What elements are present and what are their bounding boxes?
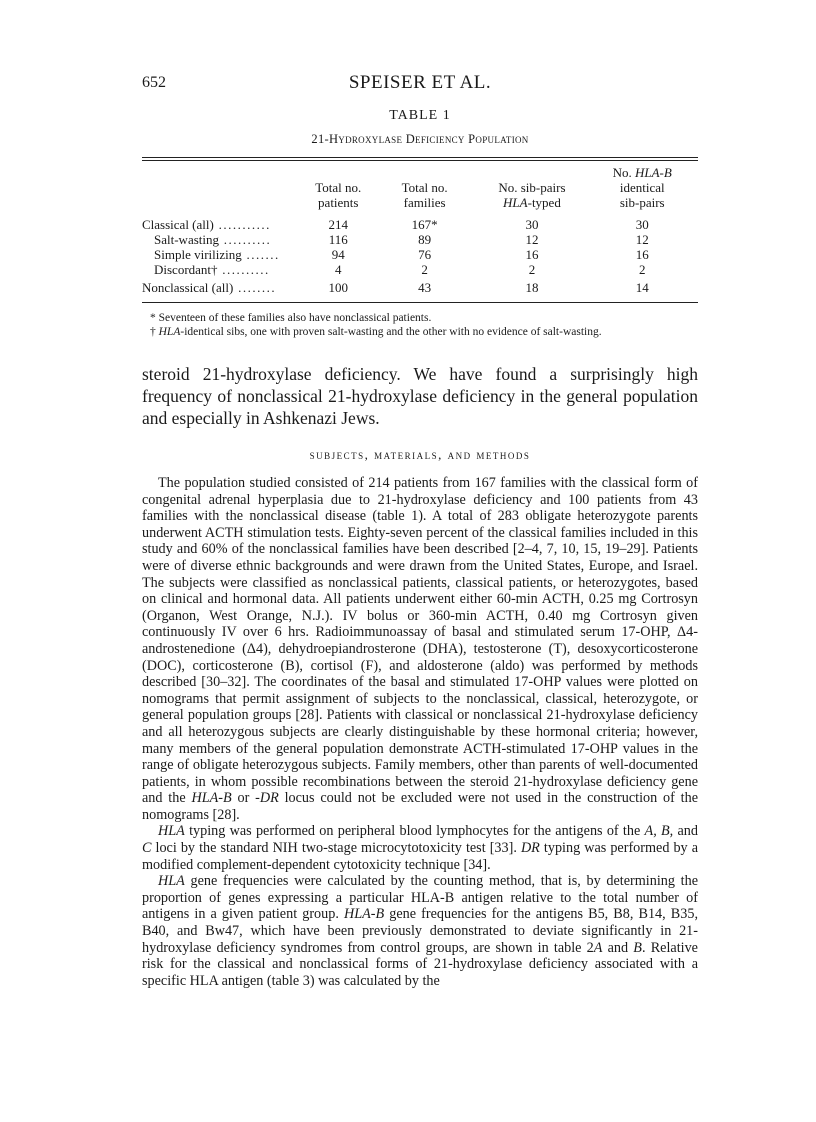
- table-row: [142, 247, 698, 262]
- paragraph-3: HLA gene frequencies were calculated by the counting method, that is, by determining the proportion of genes expressing a particular HLA-B antigen relative to the total number of antigens in a given patient group. HLA-B gene frequencies for the antigens B5, B8, B14, B35, B40, and Bw47, which have been previously demonstrated to deviate significantly in 21-hydroxylase deficiency syndromes from control groups, are shown in table 2A and B. Relative risk for the classical and nonclassical forms of 21-hydroxylase deficiency associated with a specific HLA antigen (table 3) was calculated by the: [142, 873, 698, 989]
- col-header-identical-sib-pairs: No. HLA-B identical sib-pairs: [612, 165, 672, 210]
- table-cell: 12: [525, 232, 539, 247]
- table-body: [142, 214, 698, 298]
- table-cell: 76: [418, 247, 432, 262]
- intro-paragraph: steroid 21-hydroxylase deficiency. We have found a surprisingly high frequency of nonclassical 21-hydroxylase deficiency in the general population and especially in Ashkenazi Jews.: [142, 364, 698, 428]
- table-cell: 18: [525, 280, 539, 295]
- table-row: [142, 232, 698, 247]
- table-cell: 89: [418, 232, 432, 247]
- section-heading: subjects, materials, and methods: [309, 447, 531, 462]
- page-number: 652: [142, 74, 166, 91]
- table-spacer-row: [142, 295, 698, 298]
- header-empty: [142, 161, 305, 214]
- table-label: TABLE 1: [389, 108, 451, 123]
- table-cell: 43: [418, 280, 432, 295]
- row-label: Discordant† ..........: [154, 262, 270, 277]
- page: [142, 70, 698, 989]
- row-label: Salt-wasting ..........: [154, 232, 272, 247]
- table-cell: 214: [328, 217, 349, 232]
- page-header: [142, 70, 698, 96]
- running-head: SPEISER ET AL.: [348, 72, 492, 93]
- table-cell: 94: [331, 247, 345, 262]
- table-header-row: [142, 161, 698, 214]
- footnote-star: * Seventeen of these families also have nonclassical patients.: [150, 312, 432, 324]
- table-row: [142, 280, 698, 295]
- table-cell: 2: [638, 262, 646, 277]
- table-cell: 16: [525, 247, 539, 262]
- table-cell: 116: [328, 232, 348, 247]
- table-bottom-rule: [142, 302, 698, 303]
- table-row: [142, 262, 698, 277]
- table-cell: 2: [528, 262, 536, 277]
- paragraph-1: The population studied consisted of 214 patients from 167 families with the classical form of congenital adrenal hyperplasia due to 21-hydroxylase deficiency and 100 patients from 43 families with the nonclassical disease (table 1). A total of 283 obligate heterozygote parents underwent ACTH stimulation tests. Eighty-seven percent of the classical families included in this study and 60% of the nonclassical families have been described [2–4, 7, 10, 15, 19–29]. Patients were of diverse ethnic backgrounds and were drawn from the United States, Europe, and Israel. The subjects were classified as nonclassical patients, classical patients, or heterozygotes, based on clinical and hormonal data. All patients underwent either 60-min ACTH, 0.25 mg Cortrosyn (Organon, West Orange, N.J.). IV bolus or 360-min ACTH, 0.40 mg Cortrosyn given continuously IV over 6 hrs. Radioimmunoassay of basal and stimulated serum 17-OHP, Δ4-androstenedione (Δ4), dehydroepiandrosterone (DHA), testosterone (T), desoxycorticosterone (DOC), corticosterone (B), cortisol (F), and aldosterone (aldo) was performed by methods described [30–32]. The coordinates of the basal and stimulated 17-OHP values were plotted on nomograms that permit assignment of subjects to the nonclassical, classical, heterozygote, or general population groups [28]. Patients with classical or nonclassical 21-hydroxylase deficiency and all heterozygous subjects are clearly distinguishable by these hormonal criteria; however, many members of the general population demonstrate ACTH-stimulated 17-OHP values in the range of obligate heterozygous subjects. Family members, other than parents of well-documented patients, in whom possible recombinations between the steroid 21-hydroxylase deficiency gene and the HLA-B or -DR locus could not be excluded were not used in the construction of the nomograms [28].: [142, 475, 698, 823]
- footnote-dagger: † HLA-identical sibs, one with proven salt-wasting and the other with no evidence of salt-wasting.: [150, 326, 602, 338]
- table-row: [142, 217, 698, 232]
- table-cell: 30: [525, 217, 539, 232]
- table-footnotes: [142, 311, 698, 339]
- table-cell: 4: [335, 262, 342, 277]
- table-cell: 2: [421, 262, 428, 277]
- table-cell: 30: [635, 217, 649, 232]
- paragraph-2: HLA typing was performed on peripheral blood lymphocytes for the antigens of the A, B, and C loci by the standard NIH two-stage microcytotoxicity test [33]. DR typing was performed by a modified complement-dependent cytotoxicity technique [34].: [142, 823, 698, 873]
- col-header-families: Total no. families: [401, 180, 448, 210]
- table-cell: 16: [635, 247, 649, 262]
- row-label: Classical (all) ...........: [142, 217, 271, 232]
- col-header-patients: Total no. patients: [315, 180, 362, 210]
- methods-body: [142, 475, 698, 989]
- row-label: Nonclassical (all) ........: [142, 280, 277, 295]
- row-label: Simple virilizing .......: [154, 247, 280, 262]
- table-title: 21-Hydroxylase Deficiency Population: [311, 132, 529, 146]
- table-cell: 12: [635, 232, 649, 247]
- table-cell: 167*: [411, 217, 438, 232]
- table-cell: 100: [328, 280, 349, 295]
- col-header-sib-pairs: No. sib-pairs HLA-typed: [498, 180, 566, 210]
- data-table: [142, 161, 698, 298]
- table-cell: 14: [635, 280, 649, 295]
